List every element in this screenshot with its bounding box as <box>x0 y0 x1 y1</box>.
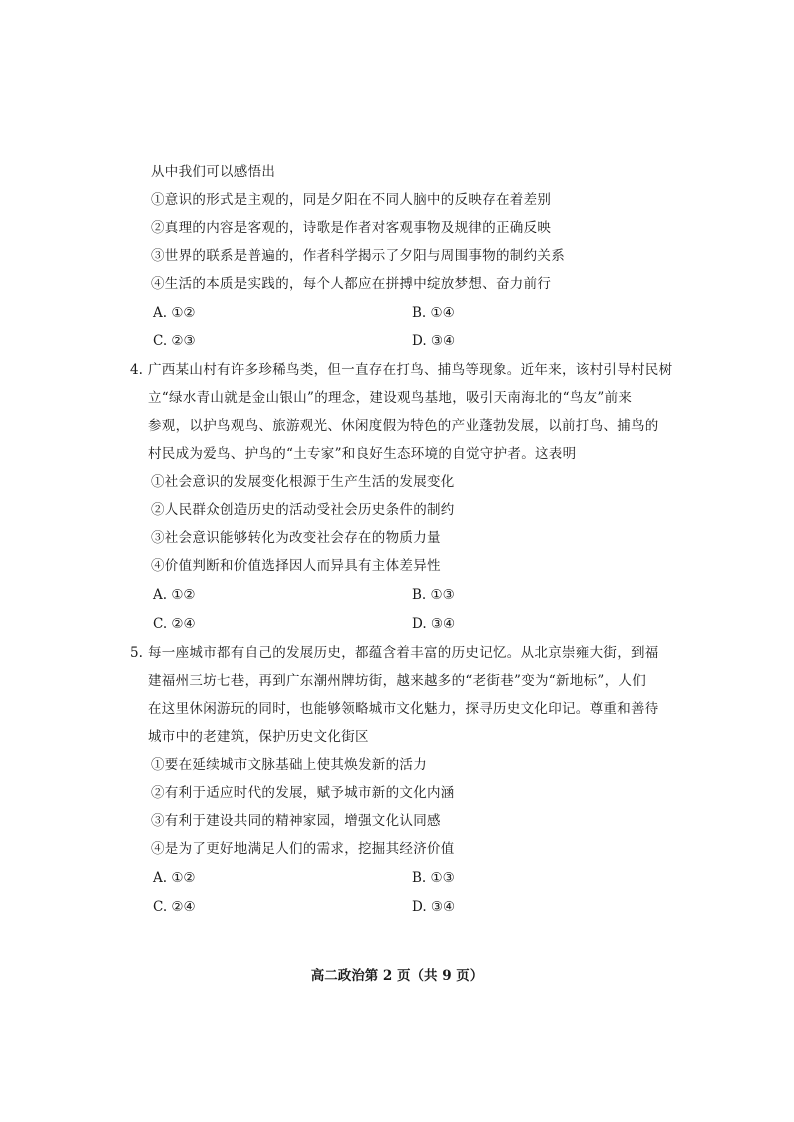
q5-option-a: A. ①② <box>153 870 196 886</box>
q5-statement-4: ④是为了更好地满足人们的需求，挖掘其经济价值 <box>151 841 455 857</box>
q3-option-a: A. ①② <box>153 305 196 321</box>
q3-lead: 从中我们可以感悟出 <box>151 164 276 180</box>
q4-statement-3: ③社会意识能够转化为改变社会存在的物质力量 <box>151 530 441 546</box>
q3-statement-2: ②真理的内容是客观的，诗歌是作者对客观事物及规律的正确反映 <box>151 220 552 236</box>
q5-stem-line-1: 每一座城市都有自己的发展历史，都蕴含着丰富的历史记忆。从北京崇雍大街，到福 <box>148 645 659 661</box>
q5-option-d: D. ③④ <box>412 899 456 915</box>
q4-option-c: C. ②④ <box>153 616 196 632</box>
q5-number: 5. <box>130 645 143 661</box>
q5-option-c: C. ②④ <box>153 899 196 915</box>
q3-option-d: D. ③④ <box>412 333 456 349</box>
q4-statement-1: ①社会意识的发展变化根源于生产生活的发展变化 <box>151 474 455 490</box>
q3-statement-1: ①意识的形式是主观的，同是夕阳在不同人脑中的反映存在着差别 <box>151 192 552 208</box>
q5-stem-line-2: 建福州三坊七巷，再到广东潮州牌坊街，越来越多的“老街巷”变为“新地标”，人们 <box>148 673 647 689</box>
q5-stem-line-3: 在这里休闲游玩的同时，也能够领略城市文化魅力，探寻历史文化印记。尊重和善待 <box>148 701 659 717</box>
q4-statement-4: ④价值判断和价值选择因人而异具有主体差异性 <box>151 558 441 574</box>
q5-option-b: B. ①③ <box>412 870 455 886</box>
q4-stem-line-1: 广西某山村有许多珍稀鸟类，但一直存在打鸟、捕鸟等现象。近年来，该村引导村民树 <box>148 362 673 378</box>
q4-stem-line-4: 村民成为爱鸟、护鸟的“土专家”和良好生态环境的自觉守护者。这表明 <box>148 446 577 462</box>
page-footer: 高二政治第 2 页（共 9 页） <box>310 968 484 984</box>
q3-statement-4: ④生活的本质是实践的，每个人都应在拼搏中绽放梦想、奋力前行 <box>151 276 552 292</box>
q4-statement-2: ②人民群众创造历史的活动受社会历史条件的制约 <box>151 502 455 518</box>
q4-number: 4. <box>130 362 143 378</box>
q4-option-b: B. ①③ <box>412 587 455 603</box>
q5-statement-2: ②有利于适应时代的发展，赋予城市新的文化内涵 <box>151 785 455 801</box>
q5-stem-line-4: 城市中的老建筑，保护历史文化街区 <box>148 729 369 745</box>
q4-option-d: D. ③④ <box>412 616 456 632</box>
q4-option-a: A. ①② <box>153 587 196 603</box>
q4-stem-line-2: 立“绿水青山就是金山银山”的理念，建设观鸟基地，吸引天南海北的“鸟友”前来 <box>148 390 633 406</box>
q5-statement-1: ①要在延续城市文脉基础上使其焕发新的活力 <box>151 757 427 773</box>
q4-stem-line-3: 参观，以护鸟观鸟、旅游观光、休闲度假为特色的产业蓬勃发展，以前打鸟、捕鸟的 <box>148 418 659 434</box>
q3-statement-3: ③世界的联系是普遍的，作者科学揭示了夕阳与周围事物的制约关系 <box>151 248 565 264</box>
q3-option-c: C. ②③ <box>153 333 196 349</box>
q3-option-b: B. ①④ <box>412 305 455 321</box>
q5-statement-3: ③有利于建设共同的精神家园，增强文化认同感 <box>151 813 441 829</box>
